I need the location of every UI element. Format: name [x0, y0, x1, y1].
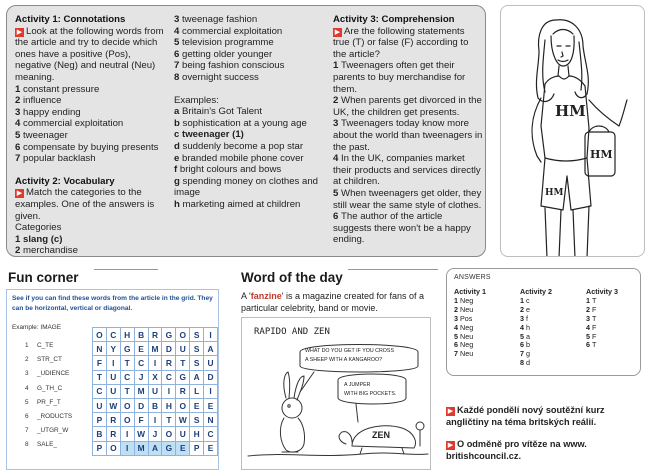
answers-activity1: Activity 1 1 Neg 2 Neu 3 Pos 4 Neg 5 Neu 6 Neg 7 Neu	[454, 287, 486, 359]
clue-item	[25, 339, 72, 353]
activity1-item	[15, 118, 167, 130]
grid-cell: C	[120, 370, 134, 384]
grid-cell: R	[162, 356, 176, 370]
item-text: In the UK, companies market their products and services directly at children.	[333, 153, 481, 188]
grid-cell: T	[93, 370, 107, 384]
categories-list-continued	[174, 14, 326, 84]
clue-text: _UTGR_W	[37, 427, 69, 435]
item-number: 6	[15, 141, 24, 153]
grid-cell: O	[120, 413, 134, 427]
answer-value: T	[592, 313, 597, 323]
item-text: compensate by buying presents	[23, 141, 159, 153]
clue-item	[25, 382, 72, 396]
arrow-icon	[15, 28, 24, 37]
grid-cell: O	[176, 328, 190, 342]
bag-logo: HM	[590, 148, 613, 161]
answer-number: 4	[454, 322, 460, 332]
cartoon-bubble-1-line-1: WHAT DO YOU GET IF YOU CROSS	[305, 348, 394, 354]
promo-line-2: ▶O odměně pro vítěze na www. britishcouncil.cz.	[446, 439, 646, 462]
grid-cell: F	[134, 413, 148, 427]
shirt-logo: HM	[555, 102, 586, 120]
activity1-item	[15, 95, 167, 107]
item-number: g	[174, 175, 183, 187]
grid-cell: M	[134, 384, 148, 398]
clue-number: 1	[25, 342, 29, 349]
answer-value: Neu	[460, 304, 474, 314]
answer-value: c	[526, 295, 530, 305]
clue-number: 7	[25, 427, 29, 435]
grid-cell: W	[106, 398, 120, 412]
grid-cell: U	[106, 384, 120, 398]
example-item	[174, 129, 326, 141]
item-text: bright colours and bows	[179, 164, 282, 176]
clue-item	[25, 396, 72, 410]
grid-cell: R	[176, 384, 190, 398]
category-item	[174, 72, 326, 84]
girl-illustration	[500, 5, 645, 257]
item-number: 1	[15, 233, 24, 245]
item-text: When tweenagers get older, they still wear the same style of clothes.	[333, 187, 482, 211]
activity3-item	[333, 60, 483, 95]
activity3-title: Activity 3: Comprehension	[333, 14, 455, 25]
grid-cell: T	[120, 384, 134, 398]
arrow-icon	[333, 28, 342, 37]
grid-cell: E	[204, 398, 218, 412]
answer-number: 1	[586, 295, 592, 305]
example-item	[174, 106, 326, 118]
answer-number: 3	[586, 313, 592, 323]
answers-title: ANSWERS	[454, 274, 491, 281]
grid-cell: G	[120, 342, 134, 356]
answer-number: 3	[454, 313, 460, 323]
cartoon-strip	[241, 317, 431, 470]
item-number: 1	[15, 83, 24, 95]
answer-value: F	[592, 331, 597, 341]
promo-line-1: ▶Každé pondělí nový soutěžní kurz angličtiny na téma britských reálií.	[446, 405, 646, 428]
item-number: 2	[15, 245, 24, 257]
grid-cell: S	[190, 413, 204, 427]
activity2-column	[174, 14, 326, 211]
grid-cell: O	[106, 441, 120, 455]
clue-text: PR_F_T	[37, 398, 61, 406]
grid-row	[93, 413, 218, 427]
grid-row	[93, 356, 218, 370]
item-text: happy ending	[23, 106, 81, 118]
answer-value: Pos	[460, 313, 473, 323]
word-term: fanzine	[250, 291, 282, 301]
item-number: 5	[174, 37, 183, 49]
category-item	[174, 37, 326, 49]
activity1-title: Activity 1: Connotations	[15, 14, 126, 25]
grid-cell: J	[148, 427, 162, 441]
grid-cell: U	[93, 398, 107, 412]
clue-text: STR_CT	[37, 356, 62, 364]
grid-cell: U	[204, 356, 218, 370]
clue-text: G_TH_C	[37, 384, 63, 392]
item-number: d	[174, 140, 183, 152]
grid-cell: R	[106, 427, 120, 441]
grid-cell: G	[176, 370, 190, 384]
grid-row	[93, 398, 218, 412]
grid-cell: D	[162, 342, 176, 356]
clue-list	[25, 339, 72, 453]
activity1-item	[15, 84, 167, 96]
grid-cell: E	[176, 441, 190, 455]
answer-value: b	[526, 340, 530, 350]
answer-value: f	[526, 313, 528, 323]
fun-corner-title: Fun corner	[8, 270, 79, 285]
grid-cell: H	[162, 398, 176, 412]
example-item	[174, 141, 326, 153]
clue-text: _UDIENCE	[37, 370, 70, 378]
word-of-day-title: Word of the day	[241, 270, 343, 285]
grid-cell: S	[190, 328, 204, 342]
grid-cell: E	[190, 398, 204, 412]
grid-cell: O	[176, 398, 190, 412]
fun-corner-box	[6, 289, 219, 470]
grid-cell: G	[162, 441, 176, 455]
answer-number: 4	[520, 322, 526, 332]
clue-item	[25, 424, 72, 438]
item-text: The author of the article suggests there won't be a happy ending.	[333, 211, 471, 246]
item-number: 4	[15, 118, 24, 130]
grid-cell: C	[162, 370, 176, 384]
grid-cell: I	[106, 356, 120, 370]
grid-cell: B	[134, 328, 148, 342]
grid-row	[93, 328, 218, 342]
answer-item	[454, 350, 486, 359]
grid-cell: C	[204, 427, 218, 441]
item-text: commercial exploitation	[182, 25, 283, 37]
activity1-item	[15, 107, 167, 119]
item-number: 6	[174, 48, 183, 60]
item-number: a	[174, 106, 183, 118]
grid-cell: M	[134, 441, 148, 455]
item-text: being fashion conscious	[182, 60, 285, 72]
answer-value: F	[592, 322, 597, 332]
item-number: 2	[333, 95, 342, 107]
example-item	[174, 164, 326, 176]
grid-cell: S	[190, 342, 204, 356]
answer-item	[586, 341, 618, 350]
item-text: overnight success	[182, 71, 259, 83]
grid-cell: I	[120, 441, 134, 455]
activities-panel	[6, 5, 486, 257]
answer-number: 5	[454, 331, 460, 341]
answer-value: e	[526, 304, 530, 314]
grid-cell: U	[106, 370, 120, 384]
item-text: When parents get divorced in the UK, the children get presents.	[333, 95, 482, 118]
item-number: 3	[333, 118, 342, 130]
item-text: getting older younger	[182, 48, 273, 60]
category-item	[174, 60, 326, 72]
answers-activity3: Activity 3 1 T 2 F 3 T 4 F 5 F 6 T	[586, 287, 618, 350]
cartoon-bubble-1-line-2: A SHEEP WITH A KANGAROO?	[305, 357, 383, 363]
grid-cell: D	[204, 370, 218, 384]
grid-cell: D	[134, 398, 148, 412]
grid-cell: W	[134, 427, 148, 441]
arrow-icon	[15, 189, 24, 198]
answer-number: 7	[520, 349, 526, 359]
answer-value: Neg	[460, 340, 474, 350]
word-definition: A 'fanzine' is a magazine created for fans of a particular celebrity, band or movie.	[241, 291, 425, 313]
clue-number: 6	[25, 413, 29, 421]
categories-list	[15, 234, 167, 257]
grid-cell: C	[106, 328, 120, 342]
grid-cell: I	[204, 384, 218, 398]
grid-row	[93, 384, 218, 398]
grid-cell: C	[93, 384, 107, 398]
item-number: c	[174, 129, 183, 141]
item-text: tweenage fashion	[182, 14, 258, 25]
item-text: Britain's Got Talent	[182, 106, 263, 118]
item-number: 8	[174, 71, 183, 83]
clue-item	[25, 438, 72, 452]
item-number: 5	[15, 129, 24, 141]
grid-cell: A	[190, 370, 204, 384]
grid-cell: T	[120, 356, 134, 370]
grid-cell: E	[204, 441, 218, 455]
item-number: b	[174, 117, 183, 129]
clue-number: 4	[25, 384, 29, 392]
activity3-list	[333, 60, 483, 246]
example-item	[174, 153, 326, 165]
answer-value: d	[526, 358, 530, 368]
category-item	[174, 26, 326, 38]
grid-cell: Y	[106, 342, 120, 356]
item-text: television programme	[182, 37, 274, 49]
activity2-instructions: ▶Match the categories to the examples. One of the answers is given.	[15, 187, 167, 222]
clue-text: SALE_	[37, 441, 57, 449]
example-word: Example: IMAGE	[12, 324, 62, 331]
item-text: Tweenagers today know more about the world than tweenagers in the past.	[333, 118, 483, 153]
item-text: sophistication at a young age	[182, 117, 307, 129]
item-text: marketing aimed at children	[182, 198, 301, 210]
grid-cell: P	[93, 441, 107, 455]
item-text: constant pressure	[23, 83, 100, 95]
activity3-item	[333, 211, 483, 246]
clue-item	[25, 367, 72, 381]
activity3-column	[333, 14, 483, 246]
item-text: merchandise	[23, 245, 78, 257]
item-number: 7	[15, 153, 24, 165]
item-number: 4	[174, 25, 183, 37]
answer-value: Neu	[460, 349, 474, 359]
word-of-day-rule	[348, 269, 438, 270]
item-number: 5	[333, 187, 342, 199]
item-text: slang (c)	[23, 233, 63, 245]
grid-cell: U	[148, 384, 162, 398]
grid-cell: R	[106, 413, 120, 427]
grid-row	[93, 370, 218, 384]
activity1-list	[15, 84, 167, 165]
item-number: 3	[174, 14, 183, 25]
answers-activity2: Activity 2 1 c 2 e 3 f 4 h 5 a 6 b 7 g 8 d	[520, 287, 552, 368]
cartoon-bubble-2-line-1: A JUMPER	[344, 382, 371, 388]
answer-number: 7	[454, 349, 460, 359]
answer-value: T	[592, 340, 597, 350]
examples-list	[174, 106, 326, 210]
category-item	[174, 49, 326, 61]
item-number: 6	[333, 211, 342, 223]
category-item	[174, 14, 326, 26]
answer-number: 3	[520, 313, 526, 323]
cartoon-title: RAPIDO AND ZEN	[254, 327, 330, 337]
categories-label: Categories	[15, 222, 62, 234]
grid-cell: W	[176, 413, 190, 427]
fun-corner-rule	[94, 269, 158, 270]
answer-number: 2	[586, 304, 592, 314]
category-item	[15, 234, 167, 246]
answer-value: Neg	[460, 295, 474, 305]
fun-corner-instructions: See if you can find these words from the article in the grid. They can be horizontal, vertical or diagonal.	[12, 295, 213, 312]
item-number: 7	[174, 60, 183, 72]
clue-number: 2	[25, 356, 29, 364]
item-text: commercial exploitation	[23, 118, 124, 130]
answer-value: a	[526, 331, 530, 341]
answer-number: 4	[586, 322, 592, 332]
item-number: 2	[15, 95, 24, 107]
answer-number: 2	[520, 304, 526, 314]
clue-text: _RODUCTS	[37, 413, 73, 421]
clue-item	[25, 353, 72, 367]
grid-cell: A	[148, 441, 162, 455]
shorts-logo: HM	[545, 188, 564, 198]
item-number: h	[174, 198, 183, 210]
grid-cell: I	[120, 427, 134, 441]
grid-cell: I	[204, 328, 218, 342]
activity1-item	[15, 142, 167, 154]
answer-value: T	[592, 295, 597, 305]
item-text: Tweenagers often get their parents to buy merchandise for them.	[333, 60, 466, 95]
clue-item	[25, 410, 72, 424]
grid-cell: O	[120, 398, 134, 412]
item-text: popular backlash	[23, 153, 96, 165]
grid-cell: N	[93, 342, 107, 356]
grid-cell: O	[162, 427, 176, 441]
grid-cell: J	[134, 370, 148, 384]
grid-cell: B	[148, 398, 162, 412]
item-text: suddenly become a pop star	[182, 140, 304, 152]
grid-cell: H	[120, 328, 134, 342]
activity1-column	[15, 14, 167, 257]
grid-cell: X	[148, 370, 162, 384]
item-number: f	[174, 164, 180, 176]
item-text: tweenager (1)	[182, 129, 244, 141]
grid-cell: F	[93, 356, 107, 370]
grid-row	[93, 427, 218, 441]
answer-value: h	[526, 322, 530, 332]
grid-cell: S	[190, 356, 204, 370]
activity3-item	[333, 153, 483, 188]
grid-cell: T	[176, 356, 190, 370]
answer-value: g	[526, 349, 530, 359]
grid-cell: P	[93, 413, 107, 427]
clue-number: 3	[25, 370, 29, 378]
grid-row	[93, 342, 218, 356]
answer-value: F	[592, 304, 597, 314]
activity1-instructions: ▶Look at the following words from the article and try to decide which ones have a positive (Pos), negative (Neg) and neutral (Neu) meaning.	[15, 26, 167, 84]
cartoon-shell-text: ZEN	[372, 430, 390, 440]
item-text: spending money on clothes and image	[174, 175, 319, 199]
grid-cell: M	[148, 342, 162, 356]
item-number: e	[174, 152, 183, 164]
answer-number: 1	[454, 295, 460, 305]
answer-value: Neu	[460, 331, 474, 341]
activity3-item	[333, 95, 483, 118]
arrow-icon	[446, 407, 455, 416]
activity3-item	[333, 188, 483, 211]
answer-number: 2	[454, 304, 460, 314]
grid-cell: P	[190, 441, 204, 455]
item-number: 4	[333, 153, 342, 165]
grid-cell: T	[162, 413, 176, 427]
activity2-title: Activity 2: Vocabulary	[15, 175, 115, 187]
clue-number: 8	[25, 441, 29, 449]
grid-cell: O	[93, 328, 107, 342]
activity1-item	[15, 130, 167, 142]
grid-cell: C	[134, 356, 148, 370]
answer-value: Neg	[460, 322, 474, 332]
answer-item	[520, 359, 552, 368]
activity3-instructions: ▶Are the following statements true (T) or false (F) according to the article?	[333, 26, 483, 61]
answer-number: 1	[520, 295, 526, 305]
grid-cell: A	[204, 342, 218, 356]
grid-cell: N	[204, 413, 218, 427]
answer-number: 5	[586, 331, 592, 341]
grid-cell: I	[148, 356, 162, 370]
item-text: influence	[23, 95, 62, 107]
grid-cell: L	[190, 384, 204, 398]
cartoon-bubble-2-line-2: WITH BIG POCKETS.	[344, 391, 397, 397]
example-item	[174, 199, 326, 211]
grid-cell: R	[148, 328, 162, 342]
arrow-icon	[446, 441, 455, 450]
grid-cell: I	[162, 384, 176, 398]
answer-number: 6	[520, 340, 526, 350]
item-text: tweenager	[23, 129, 68, 141]
answer-number: 5	[520, 331, 526, 341]
grid-row	[93, 441, 218, 455]
category-item	[15, 245, 167, 257]
grid-cell: H	[190, 427, 204, 441]
grid-cell: U	[176, 427, 190, 441]
grid-cell: G	[162, 328, 176, 342]
word-search-grid	[92, 327, 218, 456]
activity3-item	[333, 118, 483, 153]
answer-number: 6	[586, 340, 592, 350]
activity1-item	[15, 153, 167, 165]
clue-text: C_TE	[37, 342, 54, 349]
item-text: branded mobile phone cover	[182, 152, 304, 164]
grid-cell: I	[148, 413, 162, 427]
grid-cell: B	[93, 427, 107, 441]
examples-label: Examples:	[174, 94, 219, 106]
answer-number: 8	[520, 358, 526, 368]
example-item	[174, 118, 326, 130]
answers-box	[446, 268, 641, 376]
answer-number: 6	[454, 340, 460, 350]
grid-cell: U	[176, 342, 190, 356]
item-number: 3	[15, 106, 24, 118]
example-item	[174, 176, 326, 199]
item-number: 1	[333, 60, 342, 72]
grid-cell: E	[134, 342, 148, 356]
clue-number: 5	[25, 398, 29, 406]
